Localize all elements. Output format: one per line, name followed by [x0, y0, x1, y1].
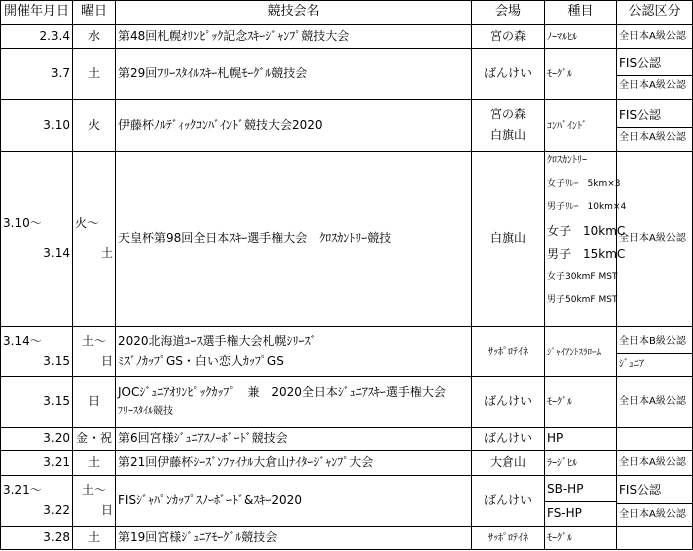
venue-label: ｻｯﾎﾟﾛﾃｲﾈ — [488, 532, 528, 544]
event-bottom: FS-HP — [547, 506, 582, 521]
competition-name: 第29回ﾌﾘｰｽﾀｲﾙｽｷｰ札幌ﾓｰｸﾞﾙ競技会 — [116, 49, 472, 99]
day-cell: 土 — [73, 526, 116, 549]
venue-cell: 白旗山 — [472, 152, 545, 327]
cert-cell: 全日本A級公認 — [617, 451, 693, 476]
date-cell: 3.20 — [1, 427, 73, 450]
cert-cell — [617, 526, 693, 549]
event-label: ﾉｰﾏﾙﾋﾙ — [547, 31, 577, 43]
venue-cell: ばんけい — [472, 427, 545, 450]
competition-name: 伊藤杯ﾉﾙﾃﾞｨｯｸｺﾝﾊﾞｲﾝﾄﾞ競技大会2020 — [116, 99, 472, 152]
cert-cell — [617, 476, 693, 526]
event-item: 男子 15kmC — [547, 247, 626, 262]
name-line-1: JOCｼﾞｭﾆｱｵﾘﾝﾋﾟｯｸｶｯﾌﾟ 兼 2020全日本ｼﾞｭﾆｱｽｷｰ選手権大会 — [118, 385, 446, 400]
day-cell: 水 — [73, 25, 116, 49]
event-label: ﾓｰｸﾞﾙ — [547, 69, 572, 81]
date-cell: 3.10 — [1, 99, 73, 152]
header-venue: 会場 — [472, 1, 545, 25]
header-name: 競技会名 — [116, 1, 472, 25]
event-cell — [545, 152, 627, 327]
competition-name: 第21回伊藤杯ｼｰｽﾞﾝﾌｧｲﾅﾙ大倉山ﾅｲﾀｰｼﾞｬﾝﾌﾟ大会 — [116, 451, 472, 476]
venue-cell: ばんけい — [472, 377, 545, 427]
day-cell: 日 — [73, 377, 116, 427]
cert-bottom: 全日本A級公認 — [619, 131, 686, 143]
event-cell — [545, 99, 617, 152]
day-cell: 金・祝 — [73, 427, 116, 450]
event-label: ﾓｰｸﾞﾙ — [547, 532, 572, 544]
day-end: 日 — [100, 353, 113, 368]
event-label: ｼﾞｬｲｱﾝﾄｽﾗﾛｰﾑ — [547, 347, 602, 358]
cert-top: FIS公認 — [619, 482, 662, 497]
cert-bottom: 全日本A級公認 — [619, 508, 686, 520]
cert-cell — [617, 99, 693, 152]
event-label: ﾓｰｸﾞﾙ — [547, 397, 572, 409]
event-item: 男子ﾘﾚｰ 10km×4 — [547, 202, 627, 213]
table-row — [1, 526, 693, 549]
day-start: 火～ — [75, 216, 100, 231]
cert-top: 全日本B級公認 — [619, 335, 686, 347]
date-cell — [1, 152, 73, 327]
cert-cell: 全日本A級公認 — [617, 377, 693, 427]
venue-cell — [472, 526, 545, 549]
venue-cell: 大倉山 — [472, 451, 545, 476]
cert-top: FIS公認 — [619, 56, 662, 71]
competition-name: FISｼﾞｬﾊﾟﾝｶｯﾌﾟｽﾉｰﾎﾞｰﾄﾞ&ｽｷｰ2020 — [116, 476, 472, 526]
event-item: 女子30kmF MST — [547, 272, 618, 283]
day-cell — [73, 152, 116, 327]
name-line-2: ﾐｽﾞﾉｶｯﾌﾟGS・白い恋人ｶｯﾌﾟGS — [118, 353, 284, 368]
event-cell — [545, 451, 617, 476]
header-event: 種目 — [545, 1, 617, 25]
event-label: ﾗｰｼﾞﾋﾙ — [547, 458, 577, 470]
cert-cell — [617, 326, 693, 376]
date-cell — [1, 326, 73, 376]
date-cell: 3.15 — [1, 377, 73, 427]
cert-bottom: ｼﾞｭﾆｱ — [619, 359, 644, 371]
date-end: 3.15 — [43, 353, 70, 368]
competition-name: 第6回宮様ｼﾞｭﾆｱｽﾉｰﾎﾞｰﾄﾞ競技会 — [116, 427, 472, 450]
event-cell — [545, 49, 617, 99]
day-cell: 土 — [73, 451, 116, 476]
name-line-1: 2020北海道ﾕｰｽ選手権大会札幌ｼﾘｰｽﾞ — [118, 333, 317, 348]
competition-name: 第19回宮様ｼﾞｭﾆｱﾓｰｸﾞﾙ競技会 — [116, 526, 472, 549]
day-start: 土～ — [81, 483, 106, 498]
event-cell — [545, 476, 617, 526]
date-end: 3.14 — [43, 246, 70, 261]
date-start: 3.14～ — [3, 333, 42, 348]
table-row — [1, 152, 693, 327]
cert-bottom: 全日本A級公認 — [619, 80, 686, 92]
date-cell — [1, 476, 73, 526]
venue-cell — [472, 326, 545, 376]
cert-cell: 全日本A級公認 — [617, 25, 693, 49]
name-line-2: ﾌﾘｰｽﾀｲﾙ競技 — [118, 406, 173, 418]
day-cell: 火 — [73, 99, 116, 152]
event-item: 男子50kmF MST — [547, 295, 618, 306]
event-cell — [545, 526, 617, 549]
venue-cell: ばんけい — [472, 49, 545, 99]
cert-cell — [617, 49, 693, 99]
event-cell — [545, 377, 617, 427]
header-cert: 公認区分 — [617, 1, 693, 25]
table-row — [1, 476, 693, 526]
table-row — [1, 99, 693, 152]
cert-top: FIS公認 — [619, 107, 662, 122]
venue-cell — [472, 99, 545, 152]
event-cell — [545, 25, 617, 49]
header-date: 開催年月日 — [1, 1, 73, 25]
table-row — [1, 326, 693, 376]
table-row — [1, 427, 693, 450]
venue-cell: ばんけい — [472, 476, 545, 526]
event-item: ｸﾛｽｶﾝﾄﾘｰ — [547, 155, 587, 167]
day-cell — [73, 326, 116, 376]
date-cell: 3.28 — [1, 526, 73, 549]
event-cell: HP — [545, 427, 617, 450]
day-start: 土～ — [81, 333, 106, 348]
day-cell: 土 — [73, 49, 116, 99]
event-item: 女子 10kmC — [547, 224, 626, 239]
event-label: ｺﾝﾊﾞｲﾝﾄﾞ — [547, 120, 587, 132]
date-cell: 2.3.4 — [1, 25, 73, 49]
competition-name — [116, 377, 472, 427]
competition-name: 第48回札幌ｵﾘﾝﾋﾟｯｸ記念ｽｷｰｼﾞｬﾝﾌﾟ競技大会 — [116, 25, 472, 49]
table-row — [1, 451, 693, 476]
day-end: 土 — [100, 246, 113, 261]
cert-cell — [617, 427, 693, 450]
event-item: 女子ﾘﾚｰ 5km×3 — [547, 179, 621, 190]
table-row — [1, 49, 693, 99]
header-row — [1, 1, 693, 25]
date-cell: 3.7 — [1, 49, 73, 99]
date-end: 3.22 — [43, 502, 70, 517]
event-cell — [545, 326, 617, 376]
table-row — [1, 25, 693, 49]
date-start: 3.10～ — [3, 216, 42, 231]
day-end: 日 — [100, 502, 113, 517]
venue-bottom: 白旗山 — [489, 128, 526, 143]
venue-label: ｻｯﾎﾟﾛﾃｲﾈ — [488, 346, 528, 358]
competition-name — [116, 326, 472, 376]
venue-top: 宮の森 — [489, 106, 526, 121]
cert-cell: 全日本A級公認 — [617, 152, 693, 327]
date-start: 3.21～ — [3, 483, 42, 498]
venue-cell: 宮の森 — [472, 25, 545, 49]
day-cell — [73, 476, 116, 526]
competition-name: 天皇杯第98回全日本ｽｷｰ選手権大会 ｸﾛｽｶﾝﾄﾘｰ競技 — [116, 152, 472, 327]
table-row — [1, 377, 693, 427]
date-cell: 3.21 — [1, 451, 73, 476]
event-top: SB-HP — [547, 481, 584, 496]
header-day: 曜日 — [73, 1, 116, 25]
